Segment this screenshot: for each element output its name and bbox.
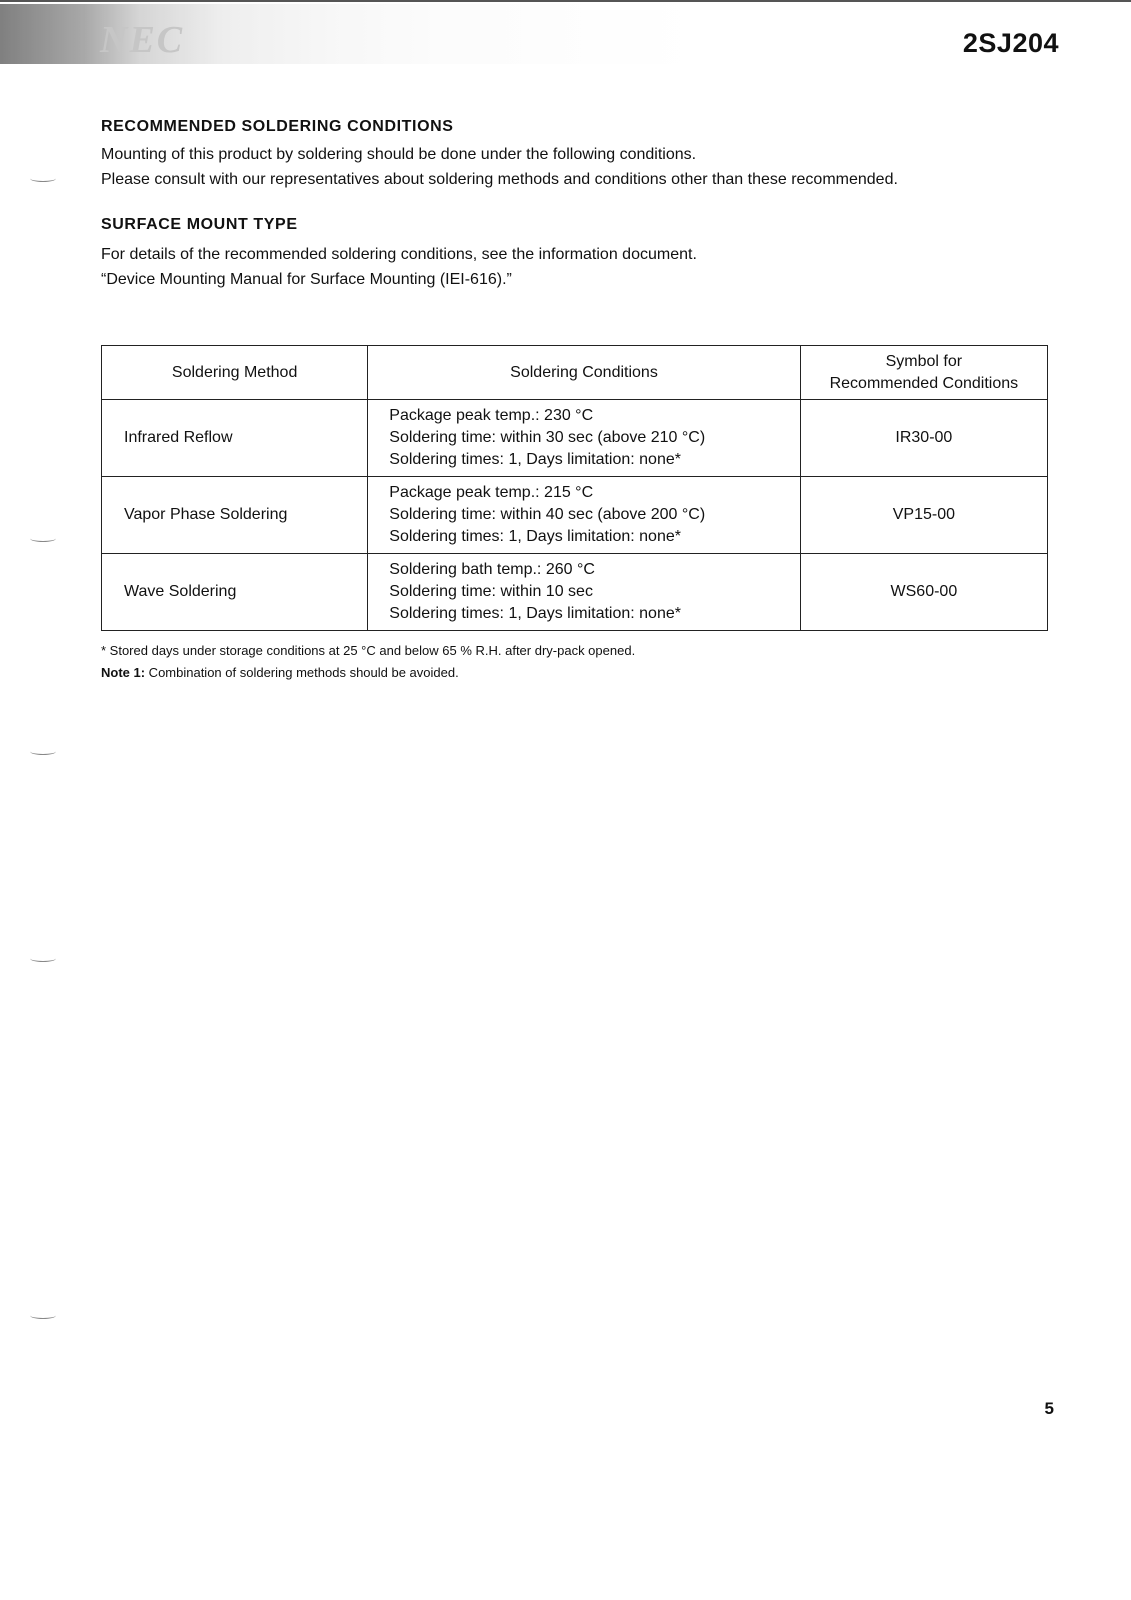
main-content — [101, 118, 1061, 292]
table-row — [102, 400, 1048, 477]
surface-mount-section — [101, 216, 1061, 292]
logo-text: NEC — [100, 19, 185, 61]
condition-line: Soldering time: within 40 sec (above 200 °C) — [389, 506, 706, 523]
note-1 — [101, 662, 635, 684]
binding-mark — [30, 175, 56, 182]
footnotes — [101, 640, 635, 684]
page-header — [0, 0, 1131, 64]
paragraph: Mounting of this product by soldering should be done under the following conditions. — [101, 146, 697, 163]
condition-line: Soldering times: 1, Days limitation: none* — [389, 451, 681, 468]
conditions-cell — [368, 554, 800, 631]
paragraph: Please consult with our representatives about soldering methods and conditions other than these recommended. — [101, 171, 898, 188]
part-number: 2SJ204 — [962, 28, 1059, 58]
header-conditions: Soldering Conditions — [368, 346, 800, 400]
binding-mark — [30, 955, 56, 962]
header-symbol-line: Recommended Conditions — [829, 374, 1019, 392]
conditions-cell — [368, 477, 800, 554]
section-title: SURFACE MOUNT TYPE — [101, 216, 298, 233]
header-method: Soldering Method — [102, 346, 368, 400]
condition-line: Soldering time: within 10 sec — [389, 583, 593, 600]
page-number: 5 — [1044, 1399, 1054, 1418]
asterisk-footnote: * Stored days under storage conditions at 25 °C and below 65 % R.H. after dry-pack opened. — [101, 643, 636, 658]
condition-line: Soldering time: within 30 sec (above 210 °C) — [389, 429, 706, 446]
note-text: Combination of soldering methods should be avoided. — [145, 665, 459, 680]
header-symbol-line: Symbol for — [885, 352, 963, 370]
nec-logo — [0, 4, 700, 64]
condition-line: Soldering times: 1, Days limitation: none* — [389, 528, 681, 545]
header-symbol — [800, 346, 1047, 400]
symbol-cell: IR30-00 — [800, 400, 1047, 477]
paragraph: “Device Mounting Manual for Surface Mounting (IEI-616).” — [101, 271, 512, 288]
condition-line: Package peak temp.: 230 °C — [389, 407, 594, 424]
condition-line: Package peak temp.: 215 °C — [389, 484, 594, 501]
method-cell: Vapor Phase Soldering — [102, 477, 368, 554]
paragraph: For details of the recommended soldering conditions, see the information document. — [101, 246, 697, 263]
note-label: Note 1: — [101, 665, 146, 680]
table-header-row — [102, 346, 1048, 400]
method-cell: Infrared Reflow — [102, 400, 368, 477]
recommended-soldering-section — [101, 118, 1061, 192]
conditions-cell — [368, 400, 800, 477]
soldering-conditions-table — [101, 345, 1048, 631]
table-row — [102, 554, 1048, 631]
binding-mark — [30, 1312, 56, 1319]
binding-mark — [30, 535, 56, 542]
section-title: RECOMMENDED SOLDERING CONDITIONS — [101, 118, 454, 135]
condition-line: Soldering times: 1, Days limitation: none* — [389, 605, 681, 622]
table-row — [102, 477, 1048, 554]
symbol-cell: VP15-00 — [800, 477, 1047, 554]
condition-line: Soldering bath temp.: 260 °C — [389, 561, 595, 578]
method-cell: Wave Soldering — [102, 554, 368, 631]
binding-mark — [30, 748, 56, 755]
symbol-cell: WS60-00 — [800, 554, 1047, 631]
